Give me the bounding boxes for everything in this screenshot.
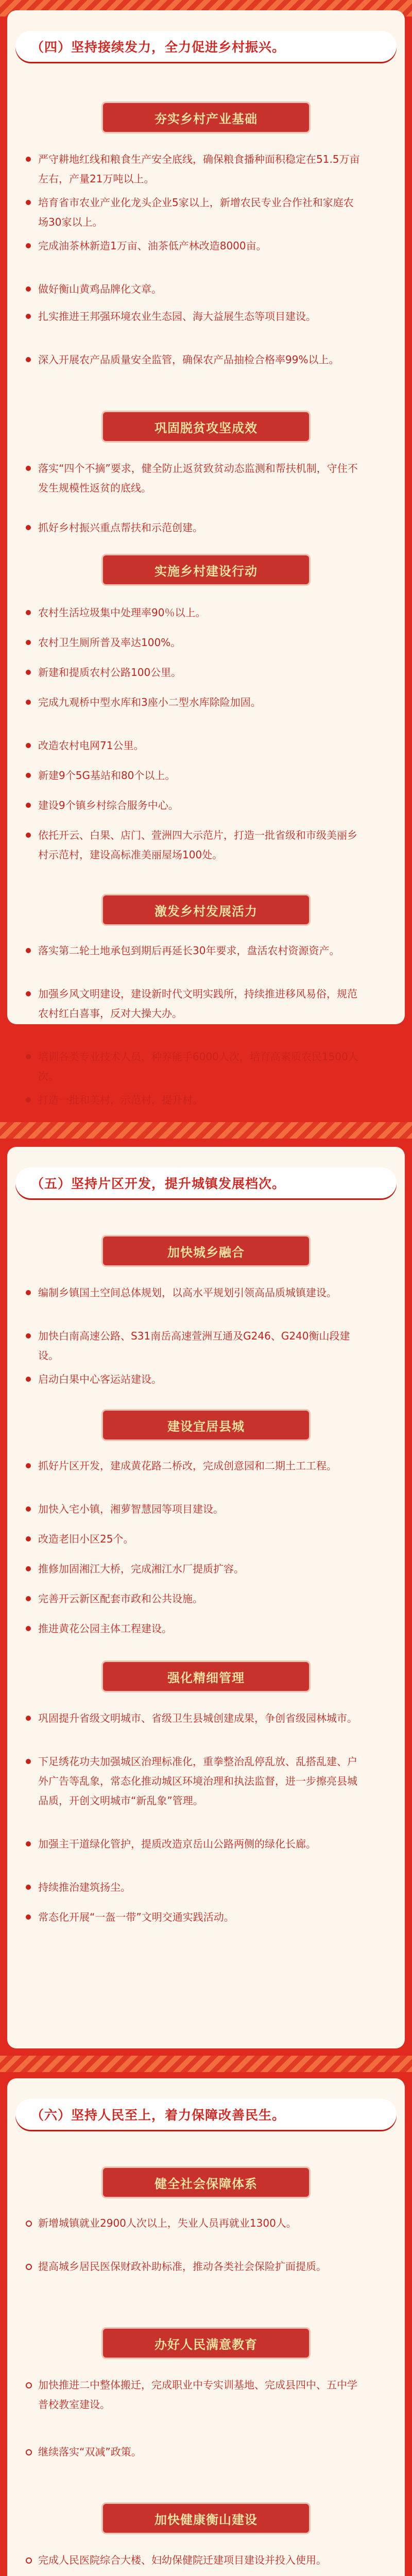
list-item: 严守耕地红线和粮食生产安全底线，确保粮食播种面积稳定在51.5万亩左右，产量21万吨以上。: [38, 149, 364, 189]
heading-fine-management: 强化精细管理: [103, 1662, 309, 1691]
list-item: 巩固提升省级文明城市、省级卫生县城创建成果，争创省级园林城市。: [38, 1708, 364, 1728]
list-item: 加快入宅小镇，湘萝智慧园等项目建设。: [38, 1499, 364, 1519]
section-5-title: （五）坚持片区开发，提升城镇发展档次。: [15, 1167, 397, 1198]
list-item: 打造一批和美村，示范村，提升村。: [38, 1090, 364, 1110]
list-item: 下足绣花功夫加强城区治理标准化，重拳整治乱停乱放、乱搭乱建、户外广告等乱象，常态化推动城区环境治理和执法监督，进一步擦亮县城品质，开创文明城市“新乱象”管理。: [38, 1752, 364, 1810]
list-item: 持续推治建筑扬尘。: [38, 1877, 364, 1897]
list-item: 培育省市农业产业化龙头企业5家以上，新增农民专业合作社和家庭农场30家以上。: [38, 193, 364, 232]
list-item: 编制乡镇国土空间总体规划，以高水平规划引领高品质城镇建设。: [38, 1283, 364, 1302]
list-item: 加强主干道绿化管护，提质改造京岳山公路两侧的绿化长廊。: [38, 1834, 364, 1854]
list-item: 培训各类专业技术人员，种养能手6000人次，培育高素质农民1500人次。: [38, 1047, 364, 1086]
list-item: 新增城镇就业2900人次以上，失业人员再就业1300人。: [38, 2213, 364, 2233]
decorative-strip: [0, 1122, 412, 1139]
list-item: 农村卫生厕所普及率达100%。: [38, 633, 364, 652]
decorative-strip: [0, 2056, 412, 2072]
list-item: 加快推进二中整体搬迁，完成职业中专实训基地、完成县四中、五中学普校教室建设。: [38, 2375, 364, 2414]
list-item: 农村生活垃圾集中处理率90％以上。: [38, 603, 364, 622]
list-item: 扎实推进王邦强环境农业生态园、海大益展生态等项目建设。: [38, 307, 364, 326]
heading-health: 加快健康衡山建设: [103, 2504, 309, 2533]
list-item: 完成九观桥中型水库和3座小二型水库除险加固。: [38, 692, 364, 712]
heading-industry: 夯实乡村产业基础: [103, 103, 309, 132]
heading-poverty: 巩固脱贫攻坚成效: [103, 412, 309, 441]
list-item: 启动白果中心客运站建设。: [38, 1369, 364, 1389]
heading-education: 办好人民满意教育: [103, 2329, 309, 2358]
list-item: 做好衡山黄鸡品牌化文章。: [38, 279, 364, 299]
list-item: 加强乡风文明建设，建设新时代文明实践所，持续推进移风易俗，规范农村红白喜事，反对大操大办。: [38, 984, 364, 1023]
list-item: 依托开云、白果、店门、萱洲四大示范片，打造一批省级和市级美丽乡村示范村，建设高标准美丽屋场100处。: [38, 825, 364, 865]
list-item: 完成人民医院综合大楼、妇幼保健院迁建项目建设并投入使用。: [38, 2550, 364, 2570]
list-item: 落实第二轮土地承包到期后再延长30年要求，盘活农村资源资产。: [38, 941, 364, 960]
list-item: 加快白南高速公路、S31南岳高速萱洲互通及G246、G240衡山段建设。: [38, 1326, 364, 1365]
list-item: 继续落实“双减”政策。: [38, 2442, 364, 2462]
heading-rural-construction: 实施乡村建设行动: [103, 555, 309, 584]
list-item: 新建9个5G基站和80个以上。: [38, 766, 364, 785]
heading-vitality: 激发乡村发展活力: [103, 895, 309, 924]
list-item: 新建和提质农村公路100公里。: [38, 663, 364, 682]
heading-urban-rural: 加快城乡融合: [103, 1236, 309, 1265]
heading-social-security: 健全社会保障体系: [103, 2168, 309, 2197]
list-item: 推修加固湘江大桥，完成湘江水厂提质扩容。: [38, 1559, 364, 1579]
list-item: 抓好片区开发，建成黄花路二桥改，完成创意园和二期土工工程。: [38, 1456, 364, 1476]
heading-livable-county: 建设宜居县城: [103, 1411, 309, 1439]
list-item: 常态化开展“一盔一带”文明交通实践活动。: [38, 1907, 364, 1927]
list-item: 提高城乡居民医保财政补助标准，推动各类社会保险扩面提质。: [38, 2257, 364, 2276]
section-4-title: （四）坚持接续发力，全力促进乡村振兴。: [15, 31, 397, 62]
list-item: 深入开展农产品质量安全监管，确保农产品抽检合格率99%以上。: [38, 350, 364, 369]
list-item: 抓好乡村振兴重点帮扶和示范创建。: [38, 518, 364, 537]
section-6-title: （六）坚持人民至上，着力保障改善民生。: [15, 2099, 397, 2130]
list-item: 推进黄花公园主体工程建设。: [38, 1619, 364, 1638]
list-item: 改造农村电网71公里。: [38, 736, 364, 755]
list-item: 完成油茶林新造1万亩、油茶低产林改造8000亩。: [38, 236, 364, 256]
list-item: 落实“四个不摘”要求，健全防止返贫致贫动态监测和帮扶机制，守住不发生规模性返贫的底线。: [38, 459, 364, 498]
list-item: 改造老旧小区25个。: [38, 1529, 364, 1549]
list-item: 完善开云新区配套市政和公共设施。: [38, 1589, 364, 1608]
list-item: 建设9个镇乡村综合服务中心。: [38, 795, 364, 815]
section-6-card: [7, 2078, 405, 2576]
